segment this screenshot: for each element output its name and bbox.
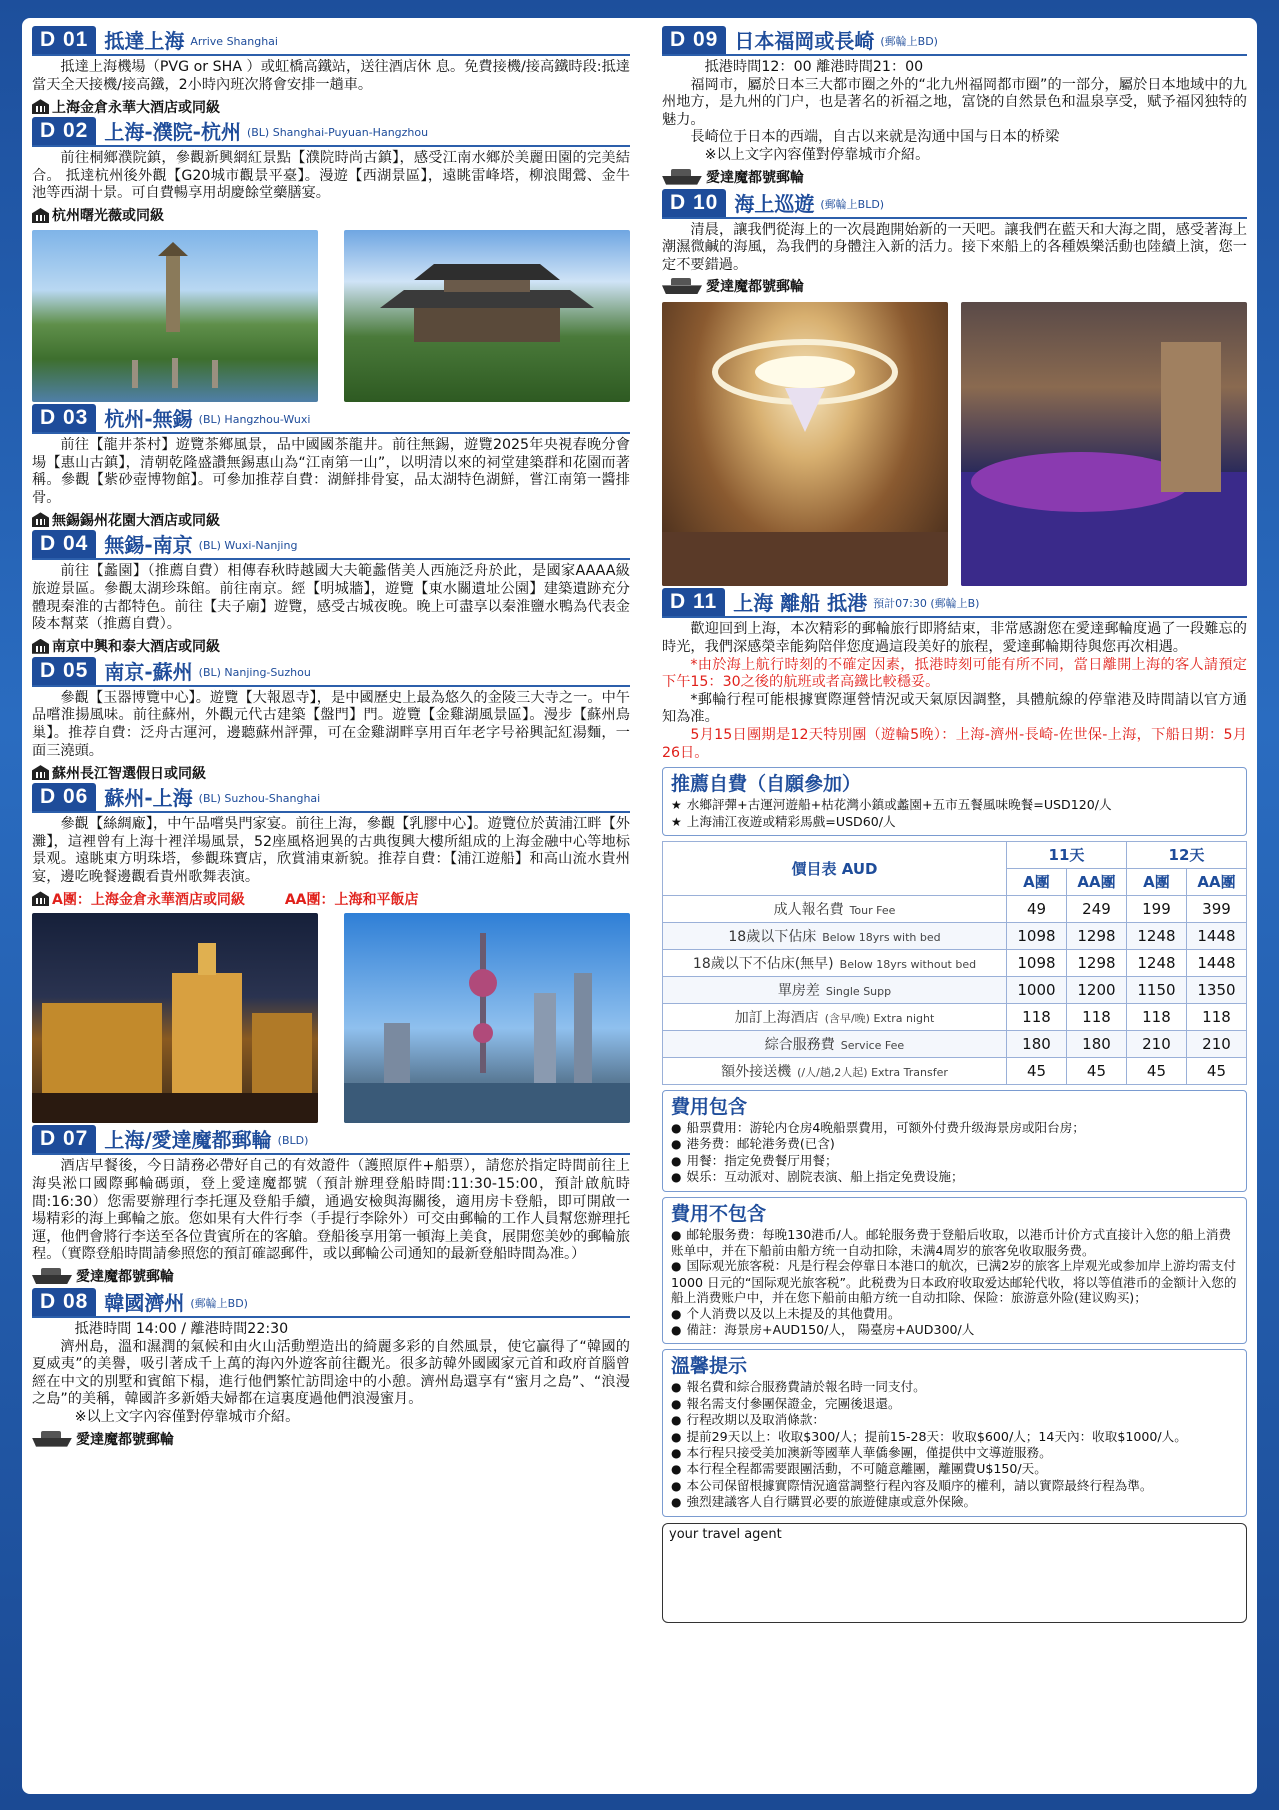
list-item: ● 強烈建議客人自行購買必要的旅遊健康或意外保險。 (671, 1494, 977, 1510)
day-09 (662, 28, 1247, 189)
cruise-ship-icon (662, 276, 702, 296)
travel-agent-box (662, 1523, 1247, 1623)
price-row-label (663, 895, 1007, 922)
day-subtitle: (郵輪上BD) (880, 35, 938, 48)
price-row-label (663, 922, 1007, 949)
hotel-line (32, 636, 630, 657)
day-description: 福岡市，屬於日本三大都市圈之外的“北九州福岡都市圈”的一部分，屬於日本地域中的九州地方，是九州的门户，也是著名的祈福之地，富饶的自然景色和温泉享受，赋予福冈独特的魅力。 (662, 76, 1247, 128)
arrival-warning: *由於海上航行時刻的不確定因素，抵港時刻可能有所不同，當日離開上海的客人請預定下午15：30之後的航班或者高鐵比較穩妥。 (662, 656, 1247, 691)
price-cell: 1298 (1066, 922, 1126, 949)
price-label-en: Below 18yrs with bed (822, 930, 941, 944)
day-title: 抵達上海 (104, 29, 185, 53)
col-aa: AA團 (1186, 868, 1246, 895)
price-label-zh: 18歲以下不佔床(無早) (692, 955, 834, 972)
price-cell: 210 (1126, 1030, 1186, 1057)
note: ※以上文字內容僅對停靠城市介紹。 (74, 1409, 300, 1425)
travel-agent-label: your travel agent (669, 1526, 782, 1542)
hotel-name-aa: AA團：上海和平飯店 (284, 891, 419, 908)
price-cell: 1098 (1007, 922, 1067, 949)
day-title: 杭州-無錫 (104, 406, 193, 431)
hotel-icon (32, 639, 49, 654)
day-06 (32, 785, 630, 1123)
optional-tours-title: 推薦自費（自願參加） (671, 773, 862, 796)
price-cell: 1000 (1007, 976, 1067, 1003)
price-cell: 1098 (1007, 949, 1067, 976)
photo-ancient-pavilion (344, 230, 630, 402)
price-cell: 1448 (1186, 922, 1246, 949)
price-label-en: (/人/趟,2人起) Extra Transfer (797, 1065, 948, 1079)
photo-ship-theater (961, 302, 1247, 586)
price-row (663, 922, 1247, 949)
day-badge: D 04 (32, 530, 96, 558)
price-cell: 49 (1007, 895, 1067, 922)
day-title: 南京-蘇州 (104, 659, 193, 684)
price-cell: 399 (1186, 895, 1246, 922)
day-description: 酒店早餐後，今日請務必帶好自己的有效證件（護照原件+船票），請您於指定時間前往上海吳淞口國際郵輪碼頭，登上愛達魔都號（預計辦理登船時間:11:30-15:00，預計啟航時間:16:30）您需要辦理行李托運及登船手續，通過安檢與海關後，適用房卡登船，即可開啟一場精彩的海上郵輪之旅。您如果有大件行李（手提行李除外）可交由郵輪的工作人員幫您辦理托運，他們會將行李送至各位貴賓所在的客艙。登船後享用第一頓海上美食，展開您美妙的郵輪旅程。（實際登船時間請參照您的預訂確認郵件，或以郵輪公司通知的最新登船時間為准。） (32, 1158, 630, 1263)
day-description: 前往【龍井茶村】遊覽茶鄉風景，品中國國茶龍井。前往無錫，遊覽2025年央視春晚分會場【惠山古鎮】，清朝乾隆盛讚無錫惠山為“江南第一山”，以明清以來的祠堂建築群和花園而著稱。參觀【紫砂壺博物館】。可參加推荐自費：湖鮮排骨宴，品太湖特色湖鮮，嘗江南第一醬排骨。 (32, 436, 630, 506)
day-badge: D 08 (32, 1288, 96, 1316)
price-cell: 45 (1066, 1057, 1126, 1084)
hotel-icon (32, 512, 49, 527)
bullet-icon: ● (671, 1120, 682, 1135)
hotel-line (32, 509, 630, 530)
bullet-icon: ● (671, 1396, 682, 1411)
day-subtitle: (BL) Shanghai-Puyuan-Hangzhou (246, 126, 429, 140)
day-badge: D 05 (32, 657, 96, 685)
photo-ship-atrium (662, 302, 948, 586)
ship-line (32, 1427, 630, 1451)
note: ※以上文字內容僅對停靠城市介紹。 (704, 146, 930, 163)
price-cell: 1150 (1126, 976, 1186, 1003)
list-item: ● 娱乐：互动派对、剧院表演、船上指定免费设施； (671, 1169, 964, 1185)
day-description: 抵達上海機場（PVG or SHA ）或虹橋高鐵站，送往酒店休 息。免費接機/接高鐵時段:抵達當天全天接機/接高鐵，2小時內班次將會安排一趟車。 (32, 59, 630, 93)
day-header (662, 28, 1247, 56)
price-label-en: Single Supp (825, 984, 892, 998)
day-01 (32, 28, 630, 117)
cruise-ship-icon (32, 1429, 72, 1449)
price-cell: 180 (1066, 1030, 1126, 1057)
day-title: 無錫-南京 (104, 533, 193, 558)
group-12-days: 12天 (1126, 841, 1246, 868)
day-subtitle: (BL) Hangzhou-Wuxi (198, 412, 311, 426)
price-cell: 210 (1186, 1030, 1246, 1057)
day-subtitle: Arrive Shanghai (190, 35, 278, 48)
day-description: 濟州島，溫和濕潤的氣候和由火山活動塑造出的綺麗多彩的自然風景，使它贏得了“韓國的夏威夷”的美譽，吸引著成千上萬的海內外遊客前往觀光。很多訪韓外國國家元首和政府首腦曾經在中文的別墅和賓館下榻，進行他們繁忙訪問途中的小憩。濟州島還享有“蜜月之島”、“浪漫之島”的美稱，韓國許多新婚夫婦都在這裏度過他們浪漫蜜月。 (32, 1338, 630, 1408)
day-title: 韓國濟州 (104, 1291, 185, 1316)
optional-tour-item: ★ 水鄉評彈+古運河遊船+枯花灣小鎮或蠡園+五市五餐風味晚餐=USD120/人 (671, 797, 1112, 813)
day-header (32, 28, 630, 56)
bullet-icon: ● (671, 1446, 682, 1460)
day-title: 上海/愛達魔都郵輪 (104, 1128, 272, 1153)
day-title: 日本福岡或長崎 (734, 29, 875, 53)
bullet-icon: ● (671, 1380, 682, 1395)
day-02 (32, 119, 630, 402)
day-badge: D 07 (32, 1125, 96, 1153)
col-a: A團 (1007, 868, 1067, 895)
day-header (32, 659, 630, 687)
photo-row (662, 302, 1247, 586)
bullet-icon: ● (671, 1227, 682, 1242)
special-departure-note: 5月15日團期是12天特別團（遊輪5晚）：上海-濟州-長崎-佐世保-上海，下船日期：5月26日。 (662, 726, 1247, 761)
price-row-label (663, 1030, 1007, 1057)
price-cell: 1448 (1186, 949, 1246, 976)
day-subtitle: (BL) Wuxi-Nanjing (198, 539, 298, 553)
day-badge: D 09 (662, 26, 726, 54)
port-times: 抵港時間12：00 離港時間21：00 (704, 59, 924, 75)
price-cell: 180 (1007, 1030, 1067, 1057)
hotel-name: 南京中興和泰大酒店或同級 (52, 639, 220, 656)
day-description: 參觀【絲綢廠】，中午品嚐吳門家宴。前往上海，參觀【乳膠中心】。遊覽位於黃浦江畔【外灘】，這裡曾有上海十裡洋場風景，52座風格迥異的古典復興大樓所組成的上海金融中心等地标景观。遠眺東方明珠塔，參觀珠寶店，欣賞浦東新貌。推荐自費：【浦江遊船】和高山流水貴州宴，邊吃晚餐邊觀看貴州歌舞表演。 (32, 816, 630, 885)
bullet-icon: ● (671, 1306, 682, 1321)
photo-pudong-skyline (344, 913, 630, 1123)
price-row (663, 1057, 1247, 1084)
port-times: 抵港時間 14:00 / 離港時間22:30 (74, 1321, 289, 1338)
day-subtitle: (BLD) (277, 1134, 309, 1148)
day-03 (32, 406, 630, 530)
price-label-en: Service Fee (840, 1038, 905, 1052)
tips-title: 溫馨提示 (671, 1355, 748, 1378)
excluded-list (671, 1227, 1238, 1339)
day-header (32, 119, 630, 147)
day-title: 蘇州-上海 (104, 786, 193, 811)
hotel-line (32, 96, 630, 117)
hotel-name: 上海金倉永華大酒店或同級 (52, 99, 220, 116)
price-label-zh: 單房差 (777, 982, 820, 999)
list-item: ● 港务费：邮轮港务费(已含) (671, 1136, 835, 1152)
price-label-en: (含早/晚) Extra night (824, 1011, 935, 1025)
list-item: ● 本公司保留根據實際情況適當調整行程內容及順序的權利，請以實際最終行程為準。 (671, 1477, 1153, 1493)
price-cell: 118 (1186, 1003, 1246, 1030)
price-cell: 249 (1066, 895, 1126, 922)
price-cell: 45 (1007, 1057, 1067, 1084)
bullet-icon: ● (671, 1462, 682, 1477)
bullet-icon: ● (671, 1495, 682, 1510)
brochure-page (22, 18, 1257, 1794)
price-row-label (663, 1057, 1007, 1084)
day-title: 上海-濮院-杭州 (104, 120, 241, 145)
day-badge: D 11 (662, 588, 725, 616)
day-04 (32, 532, 630, 656)
included-title: 費用包含 (671, 1095, 748, 1118)
price-cell: 1350 (1186, 976, 1246, 1003)
hotel-icon (32, 208, 49, 223)
right-column (662, 28, 1247, 1623)
price-row (663, 1003, 1247, 1030)
price-label-en: Tour Fee (849, 903, 896, 917)
day-badge: D 01 (32, 26, 96, 54)
ship-name: 愛達魔都號郵輪 (76, 1269, 174, 1286)
ship-name: 愛達魔都號郵輪 (706, 169, 804, 186)
list-item: ● 報名費和綜合服務費請於報名時一同支付。 (671, 1379, 926, 1395)
price-row-label (663, 976, 1007, 1003)
price-row-label (663, 1003, 1007, 1030)
day-header (32, 406, 630, 434)
ship-line (662, 274, 1247, 298)
price-cell: 45 (1186, 1057, 1246, 1084)
price-table-body (663, 895, 1247, 1084)
bullet-icon: ● (671, 1413, 682, 1428)
price-cell: 1248 (1126, 922, 1186, 949)
ship-name: 愛達魔都號郵輪 (76, 1431, 174, 1448)
price-cell: 118 (1066, 1003, 1126, 1030)
itinerary-note: *郵輪行程可能根據實際運營情況或天氣原因調整，具體航線的停靠港及時間請以官方通知為准。 (662, 691, 1247, 726)
cruise-ship-icon (32, 1266, 72, 1286)
price-cell: 1298 (1066, 949, 1126, 976)
day-10 (662, 191, 1247, 587)
day-header (32, 1290, 630, 1318)
price-table-title: 價目表 AUD (663, 841, 1007, 895)
hotel-line (32, 205, 630, 226)
hotel-name: 杭州曙光薇或同級 (52, 208, 164, 225)
list-item: ● 用餐：指定免费餐厅用餐； (671, 1152, 838, 1168)
day-title: 上海 離船 抵港 (733, 591, 868, 616)
list-item: ● 个人消费以及以上未提及的其他費用。 (671, 1305, 901, 1321)
day-header (32, 532, 630, 560)
tips-box (662, 1349, 1247, 1516)
list-item: ● 報名需支付參團保證金，完團後退還。 (671, 1395, 901, 1411)
hotel-icon (32, 99, 49, 114)
bullet-icon: ● (671, 1478, 682, 1493)
price-row (663, 976, 1247, 1003)
col-a: A團 (1126, 868, 1186, 895)
list-item: ● 提前29天以上：收取$300/人；提前15-28天：收取$600/人；14天內：收取$1000/人。 (671, 1428, 1187, 1444)
left-column (32, 28, 630, 1453)
photo-bund-night (32, 913, 318, 1123)
day-badge: D 10 (662, 189, 726, 217)
ship-line (662, 165, 1247, 189)
day-description: 前往【蠡園】（推薦自費）相傳春秋時越國大夫範蠡偕美人西施泛舟於此，是國家AAAA級旅遊景區。參觀太湖珍珠館。前往南京。經【明城牆】，遊覽【東水關遺址公園】建築遺跡充分體現秦淮的古都特色。前往【夫子廟】遊覽，感受古城夜晚。晚上可盡享以秦淮鹽水鴨為代表金陵本幫菜（推薦自費）。 (32, 563, 630, 633)
day-11 (662, 590, 1247, 762)
day-header (662, 590, 1247, 618)
included-list (671, 1120, 1238, 1186)
photo-west-lake-pagoda (32, 230, 318, 402)
day-subtitle: (BL) Nanjing-Suzhou (198, 665, 311, 679)
col-aa: AA團 (1066, 868, 1126, 895)
day-08 (32, 1290, 630, 1451)
star-icon: ★ (671, 798, 682, 813)
day-description: 參觀【玉器博覽中心】。遊覽【大報恩寺】，是中國歷史上最為悠久的金陵三大寺之一。中午品嚐淮揚風味。前往蘇州，外觀元代古建築【盤門】門。遊覽【金雞湖風景區】。漫步【蘇州鳥巢】。推荐自費：泛舟古運河，邊聽蘇州評彈，可在金雞湖畔享用百年老字号裕興記紅湯麵，一面三澆頭。 (32, 689, 630, 759)
price-cell: 118 (1126, 1003, 1186, 1030)
hotel-line (32, 888, 630, 909)
day-07 (32, 1127, 630, 1288)
price-label-zh: 額外接送機 (721, 1063, 792, 1080)
price-row (663, 1030, 1247, 1057)
hotel-line (32, 762, 630, 783)
bullet-icon: ● (671, 1153, 682, 1168)
list-item: ● 本行程只接受美加澳新等國華人華僑參團，僅提供中文導遊服務。 (671, 1445, 1052, 1460)
list-item: ● 行程改期以及取消條款： (671, 1412, 826, 1428)
price-label-zh: 加訂上海酒店 (734, 1009, 819, 1026)
hotel-name: 無錫錫州花園大酒店或同級 (52, 512, 220, 529)
day-badge: D 02 (32, 117, 96, 145)
day-title: 海上巡遊 (734, 191, 815, 216)
price-label-zh: 18歲以下佔床 (728, 928, 817, 945)
price-row-label (663, 949, 1007, 976)
hotel-icon (32, 765, 49, 780)
cruise-ship-icon (662, 167, 702, 187)
list-item: ● 邮轮服务费：每晚130港币/人。邮轮服务费于登船后收取，以港币计价方式直接计入您的船上消费账单中，并在下船前由船方统一自动扣除，未满4周岁的旅客免收取服务费。 (671, 1226, 1232, 1258)
optional-tours-box (662, 767, 1247, 836)
price-cell: 118 (1007, 1003, 1067, 1030)
day-subtitle: (郵輪上BD) (190, 1297, 248, 1311)
day-header (32, 1127, 630, 1155)
tips-list (671, 1379, 1238, 1510)
day-description-2: 長崎位于日本的西端，自古以来就是沟通中国与日本的桥梁 (690, 129, 1060, 146)
hotel-name-a: A團：上海金倉永華酒店或同級 (52, 891, 245, 908)
day-badge: D 03 (32, 404, 96, 432)
bullet-icon: ● (671, 1259, 682, 1274)
day-subtitle: 預計07:30 (郵輪上B) (873, 597, 980, 611)
ship-name: 愛達魔都號郵輪 (706, 279, 804, 296)
bullet-icon: ● (671, 1429, 682, 1444)
price-table-header-row (663, 841, 1247, 868)
day-header (32, 785, 630, 813)
day-05 (32, 659, 630, 783)
price-label-en: Below 18yrs without bed (839, 957, 977, 971)
day-description: 前往桐鄉濮院鎮，參觀新興網紅景點【濮院時尚古鎮】，感受江南水鄉於美麗田園的完美結合。 抵達杭州後外觀【G20城市觀景平臺】。漫遊【西湖景區】，遠眺雷峰塔，柳浪聞鶯、金牛池等西湖十景。可自費暢享用胡慶餘堂藥膳宴。 (32, 150, 630, 202)
excluded-box (662, 1197, 1247, 1345)
price-cell: 1248 (1126, 949, 1186, 976)
price-row (663, 949, 1247, 976)
group-11-days: 11天 (1007, 841, 1127, 868)
bullet-icon: ● (671, 1322, 682, 1337)
ship-line (32, 1264, 630, 1288)
list-item: ● 国际观光旅客税：凡是行程会停靠日本港口的航次，已满2岁的旅客上岸观光或参加岸上游均需支付1000 日元的“国际观光旅客税”。此税费为日本政府收取爱达邮轮代收，将以等值港币的金额计入您的船上消费账户中，并在您下船前由船方统一自动扣除、保险：旅游意外险(建议购买)； (671, 1258, 1237, 1306)
bullet-icon: ● (671, 1170, 682, 1185)
price-label-zh: 綜合服務費 (764, 1036, 835, 1053)
day-description: 歡迎回到上海，本次精彩的郵輪旅行即將結束，非常感謝您在愛達郵輪度過了一段難忘的時光，我們深感榮幸能夠陪伴您度過這段美好的旅程，愛達郵輪期待與您再次相遇。 (662, 621, 1247, 655)
bullet-icon: ● (671, 1137, 682, 1152)
hotel-icon (32, 891, 49, 906)
price-table (662, 841, 1247, 1085)
star-icon: ★ (671, 814, 682, 829)
optional-tour-item: ★ 上海浦江夜遊或精彩馬戲=USD60/人 (671, 813, 896, 829)
day-subtitle: (BL) Suzhou-Shanghai (198, 792, 321, 806)
hotel-name: 蘇州長江智選假日或同級 (52, 765, 206, 782)
price-cell: 45 (1126, 1057, 1186, 1084)
price-cell: 199 (1126, 895, 1186, 922)
list-item: ● 備註：海景房+AUD150/人， 陽臺房+AUD300/人 (671, 1321, 975, 1337)
price-cell: 1200 (1066, 976, 1126, 1003)
price-label-zh: 成人報名費 (773, 901, 844, 918)
photo-row (32, 230, 630, 402)
list-item: ● 本行程全程都需要跟團活動，不可隨意離團，離團費U$150/天。 (671, 1461, 1047, 1477)
photo-row (32, 913, 630, 1123)
excluded-title: 費用不包含 (671, 1202, 767, 1225)
list-item: ● 船票費用：游轮内仓房4晚船票費用，可额外付费升级海景房或阳台房； (671, 1119, 1085, 1135)
day-badge: D 06 (32, 783, 96, 811)
day-header (662, 191, 1247, 219)
included-box (662, 1090, 1247, 1192)
price-row (663, 895, 1247, 922)
day-description: 清晨，讓我們從海上的一次晨跑開始新的一天吧。讓我們在藍天和大海之間，感受著海上潮濕微鹹的海風，為我們的身體注入新的活力。接下來船上的各種娛樂活動也陸續上演，您一定不要錯過。 (662, 221, 1247, 273)
day-subtitle: (郵輪上BLD) (820, 197, 885, 211)
